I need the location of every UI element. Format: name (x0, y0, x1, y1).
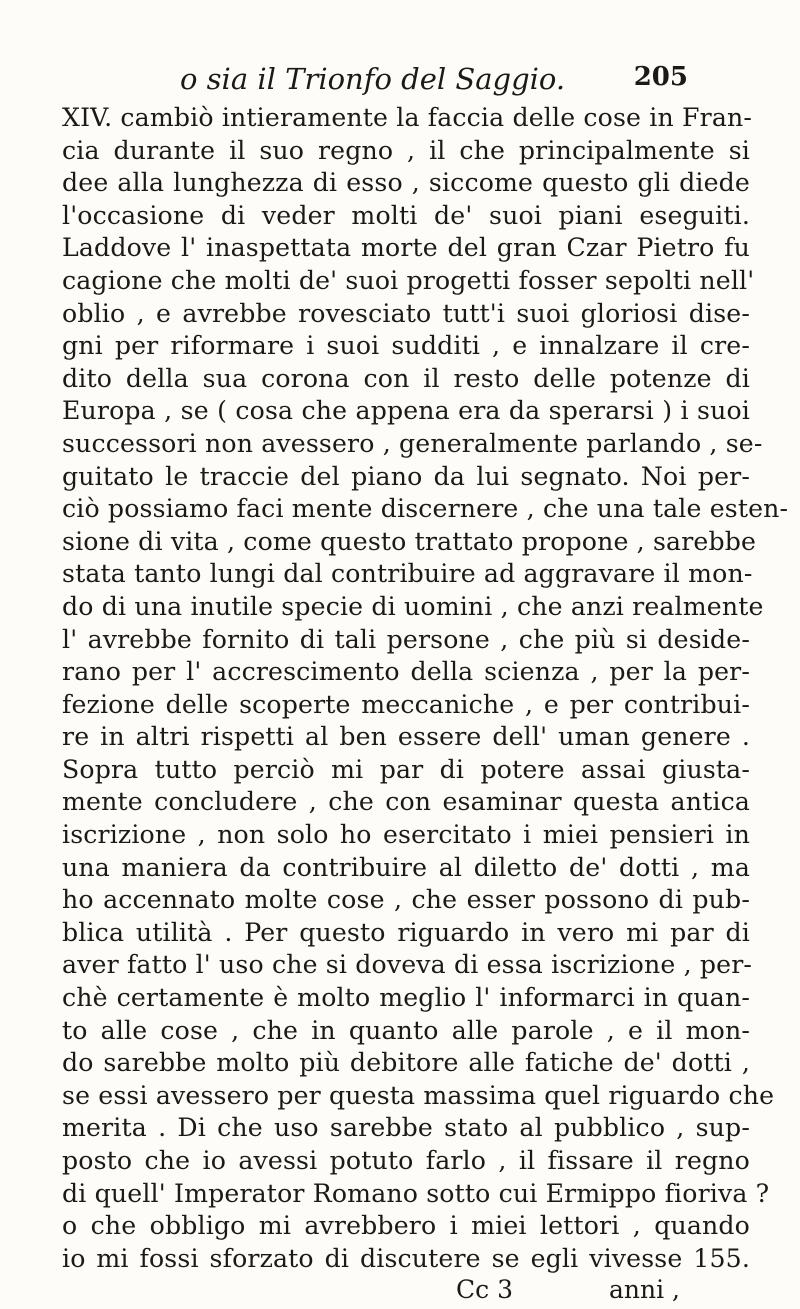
text-line: blica utilità . Per questo riguardo in vero mi par di (62, 917, 750, 947)
body-text (62, 102, 789, 1275)
text-line: dito della sua corona con il resto delle potenze di (62, 363, 750, 393)
text-line: Laddove l' inaspettata morte del gran Czar Pietro fu (62, 233, 750, 263)
text-line: iscrizione , non solo ho esercitato i miei pensieri in (62, 820, 750, 850)
text-line: successori non avessero , generalmente parlando , se- (62, 428, 763, 458)
text-line: rano per l' accrescimento della scienza , per la per- (62, 657, 750, 687)
text-line: oblio , e avrebbe rovesciato tutt'i suoi gloriosi dise- (62, 298, 750, 328)
text-line: to alle cose , che in quanto alle parole , e il mon- (62, 1015, 750, 1045)
text-line: guitato le traccie del piano da lui segnato. Noi per- (62, 461, 750, 491)
text-line: XIV. cambiò intieramente la faccia delle cose in Fran- (62, 103, 753, 132)
text-line: do sarebbe molto più debitore alle fatiche de' dotti , (62, 1048, 750, 1078)
text-line: gni per riformare i suoi sudditi , e innalzare il cre- (62, 331, 750, 361)
text-line: re in altri rispetti al ben essere dell' uman genere . (62, 722, 750, 752)
text-line: chè certamente è molto meglio l' informarci in quan- (62, 983, 750, 1013)
text-line: Sopra tutto perciò mi par di potere assai giusta- (62, 754, 750, 784)
signature-mark: Cc 3 (456, 1275, 513, 1305)
running-title: o sia il Trionfo del Saggio. (180, 62, 566, 96)
catchword: anni , (609, 1275, 680, 1305)
text-line: mente concludere , che con esaminar questa antica (62, 787, 750, 817)
text-line: una maniera da contribuire al diletto de' dotti , ma (62, 852, 750, 882)
text-line: aver fatto l' uso che si doveva di essa iscrizione , per- (62, 950, 753, 980)
text-line: l'occasione di veder molti de' suoi piani eseguiti. (62, 200, 750, 230)
text-line: dee alla lunghezza di esso , siccome questo gli diede (62, 168, 750, 198)
running-head (62, 62, 750, 102)
text-line: di quell' Imperator Romano sotto cui Ermippo fioriva ? (62, 1178, 770, 1208)
page-number: 205 (633, 62, 688, 92)
text-line: fezione delle scoperte meccaniche , e per contribui- (62, 689, 750, 719)
text-line: cia durante il suo regno , il che principalmente si (62, 135, 750, 165)
text-line: merita . Di che uso sarebbe stato al pubblico , sup- (62, 1113, 750, 1143)
text-line: l' avrebbe fornito di tali persone , che più si deside- (62, 624, 750, 654)
text-line: ho accennato molte cose , che esser possono di pub- (62, 885, 750, 915)
page-footer (62, 1275, 750, 1309)
text-line: o che obbligo mi avrebbero i miei lettori , quando (62, 1211, 750, 1241)
text-line: cagione che molti de' suoi progetti fosser sepolti nell' (62, 265, 755, 295)
text-line: stata tanto lungi dal contribuire ad aggravare il mon- (62, 559, 753, 589)
text-line: ciò possiamo faci mente discernere , che una tale esten- (62, 494, 789, 524)
text-line: Europa , se ( cosa che appena era da sperarsi ) i suoi (62, 396, 750, 426)
text-line: se essi avessero per questa massima quel riguardo che (62, 1080, 775, 1110)
text-line: io mi fossi sforzato di discutere se egli vivesse 155. (62, 1243, 750, 1273)
text-line: posto che io avessi potuto farlo , il fissare il regno (62, 1146, 750, 1175)
text-line: sione di vita , come questo trattato propone , sarebbe (62, 526, 757, 556)
text-line: do di una inutile specie di uomini , che anzi realmente (62, 591, 764, 621)
